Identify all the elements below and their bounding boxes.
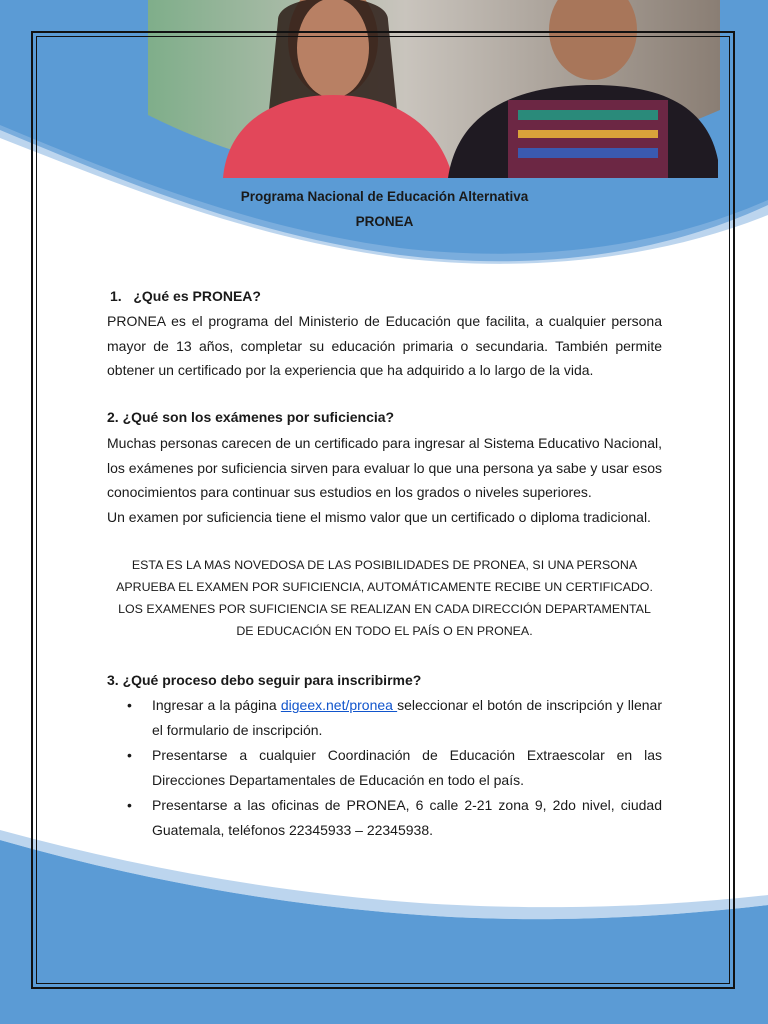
notice-line-3: LOS EXAMENES POR SUFICIENCIA SE REALIZAN EN CADA DIRECCIÓN DEPARTAMENTAL bbox=[118, 602, 651, 616]
program-acronym: PRONEA bbox=[355, 214, 414, 229]
list-item bbox=[107, 693, 662, 742]
section-2-body: Muchas personas carecen de un certificado para ingresar al Sistema Educativo Nacional, los exámenes por suficiencia sirven para evaluar lo que una persona ya sabe y usar esos conocimientos para continuar sus estudios en los grados o niveles superiores. bbox=[107, 435, 662, 500]
section-1-heading bbox=[110, 288, 261, 304]
section-2-heading: 2. ¿Qué son los exámenes por suficiencia? bbox=[107, 409, 395, 425]
section-3-heading: 3. ¿Qué proceso debo seguir para inscribirme? bbox=[107, 672, 422, 688]
section-1-number: 1. bbox=[110, 288, 122, 304]
section-2-body-2: Un examen por suficiencia tiene el mismo valor que un certificado o diploma tradicional. bbox=[107, 509, 651, 525]
bullet-icon: • bbox=[127, 697, 132, 713]
step-1-text-post: seleccionar el botón de inscripción y llenar el formulario de inscripción. bbox=[152, 697, 662, 738]
notice-line-1: ESTA ES LA MAS NOVEDOSA DE LAS POSIBILIDADES DE PRONEA, SI UNA PERSONA bbox=[131, 558, 638, 572]
step-1-text-pre: Ingresar a la página bbox=[152, 697, 281, 713]
notice-line-4: DE EDUCACIÓN EN TODO EL PAÍS O EN PRONEA. bbox=[236, 624, 533, 638]
list-item bbox=[107, 793, 662, 842]
list-item bbox=[107, 743, 662, 792]
step-3-text: Presentarse a las oficinas de PRONEA, 6 calle 2-21 zona 9, 2do nivel, ciudad Guatemala, teléfonos 22345933 – 22345938. bbox=[152, 797, 662, 838]
steps-list bbox=[107, 693, 662, 843]
bullet-icon: • bbox=[127, 797, 132, 813]
section-1-body: PRONEA es el programa del Ministerio de Educación que facilita, a cualquier persona mayor de 13 años, completar su educación primaria o secundaria. También permite obtener un certificado por la experiencia que ha adquirido a lo largo de la vida. bbox=[107, 313, 662, 378]
bullet-icon: • bbox=[127, 747, 132, 763]
notice-line-2: APRUEBA EL EXAMEN POR SUFICIENCIA, AUTOMÁTICAMENTE RECIBE UN CERTIFICADO. bbox=[116, 580, 653, 594]
program-title: Programa Nacional de Educación Alternativa bbox=[240, 189, 529, 204]
digeex-link[interactable]: digeex.net/pronea bbox=[280, 697, 398, 713]
step-2-text: Presentarse a cualquier Coordinación de Educación Extraescolar en las Direcciones Departamentales de Educación en todo el país. bbox=[152, 747, 662, 788]
section-1-title: ¿Qué es PRONEA? bbox=[133, 288, 261, 304]
notice-block bbox=[107, 554, 662, 642]
